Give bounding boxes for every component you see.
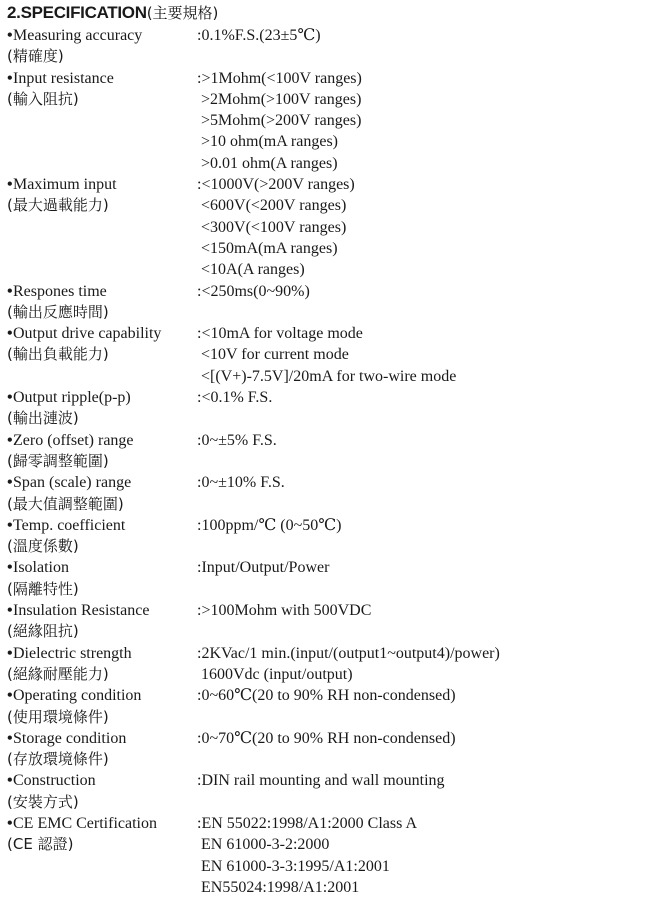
spec-row	[7, 557, 647, 600]
bullet-icon: •	[7, 27, 13, 44]
spec-label-column	[7, 174, 197, 280]
spec-label-text: Isolation	[13, 559, 69, 577]
spec-label	[7, 685, 197, 706]
spec-label-column	[7, 600, 197, 643]
spec-value: >2Mohm(>100V ranges)	[197, 90, 362, 108]
spec-label-text: Insulation Resistance	[13, 602, 150, 620]
spec-label-text: Measuring accuracy	[13, 27, 143, 44]
spec-label	[7, 323, 197, 344]
spec-value-column	[197, 174, 647, 280]
spec-value-column	[197, 68, 647, 174]
spec-value: <10V for current mode	[197, 346, 349, 364]
bullet-icon: •	[7, 559, 13, 577]
spec-label-column	[7, 515, 197, 558]
spec-value: :DIN rail mounting and wall mounting	[197, 772, 445, 790]
spec-value-column	[197, 25, 647, 68]
spec-label	[7, 472, 197, 493]
section-heading	[7, 2, 218, 24]
spec-label-text: Maximum input	[13, 176, 117, 194]
spec-value-column	[197, 557, 647, 600]
bullet-icon: •	[7, 325, 13, 343]
spec-label-zh: (溫度係數)	[7, 537, 79, 556]
spec-value: <10A(A ranges)	[197, 261, 305, 279]
spec-row	[7, 600, 647, 643]
spec-value-column	[197, 472, 647, 515]
spec-label	[7, 68, 197, 89]
spec-value: :>100Mohm with 500VDC	[197, 602, 372, 620]
bullet-icon: •	[7, 69, 13, 87]
spec-row	[7, 728, 647, 771]
spec-label	[7, 430, 197, 451]
spec-label-zh: (存放環境條件)	[7, 750, 109, 769]
spec-value: :0~±5% F.S.	[197, 431, 277, 449]
spec-label-zh: (絕緣阻抗)	[7, 622, 79, 641]
spec-value: :100ppm/℃ (0~50℃)	[197, 516, 342, 534]
spec-label-text: Span (scale) range	[13, 474, 132, 492]
spec-value: :2KVac/1 min.(input/(output1~output4)/power)	[197, 644, 500, 662]
spec-label-text: Construction	[13, 772, 96, 790]
spec-row	[7, 174, 647, 280]
spec-row	[7, 68, 647, 174]
spec-label-column	[7, 728, 197, 771]
spec-label-zh: (輸出漣波)	[7, 409, 79, 428]
spec-value: <300V(<100V ranges)	[197, 218, 347, 236]
spec-label-text: Input resistance	[13, 69, 114, 87]
spec-value: :0~70℃(20 to 90% RH non-condensed)	[197, 729, 456, 747]
spec-label-zh: (安裝方式)	[7, 792, 79, 811]
spec-label-text: Zero (offset) range	[13, 431, 134, 449]
spec-value: :0~±10% F.S.	[197, 474, 285, 492]
spec-row	[7, 323, 647, 387]
spec-value-column	[197, 281, 647, 324]
spec-label-zh: (最大值調整範圍)	[7, 494, 124, 513]
spec-row	[7, 685, 647, 728]
spec-value: EN55024:1998/A1:2001	[197, 878, 360, 896]
section-title: SPECIFICATION	[20, 3, 147, 22]
spec-label-zh: (精確度)	[7, 47, 64, 66]
spec-value: :<1000V(>200V ranges)	[197, 176, 355, 194]
spec-label-text: Storage condition	[13, 729, 127, 747]
spec-value: <150mA(mA ranges)	[197, 239, 338, 257]
spec-value: <600V(<200V ranges)	[197, 197, 347, 215]
spec-value-column	[197, 323, 647, 387]
spec-label-column	[7, 770, 197, 813]
bullet-icon: •	[7, 389, 13, 407]
spec-label-text: Respones time	[13, 282, 107, 300]
bullet-icon: •	[7, 282, 13, 300]
spec-label-zh: (歸零調整範圍)	[7, 451, 109, 470]
spec-label-zh: (輸入阻抗)	[7, 89, 79, 108]
spec-label	[7, 25, 197, 46]
spec-value-column	[197, 600, 647, 643]
spec-row	[7, 770, 647, 813]
section-title-zh: (主要規格)	[146, 4, 219, 22]
spec-value-column	[197, 728, 647, 771]
bullet-icon: •	[7, 474, 13, 492]
spec-label-text: Output ripple(p-p)	[13, 389, 131, 407]
spec-value-column	[197, 685, 647, 728]
bullet-icon: •	[7, 772, 13, 790]
spec-value-column	[197, 387, 647, 430]
spec-label	[7, 600, 197, 621]
spec-label-zh: (最大過載能力)	[7, 196, 109, 215]
spec-label	[7, 515, 197, 536]
spec-label-column	[7, 323, 197, 387]
spec-value: EN 61000-3-3:1995/A1:2001	[197, 857, 390, 875]
spec-label-column	[7, 813, 197, 898]
spec-label	[7, 770, 197, 791]
spec-value: <[(V+)-7.5V]/20mA for two-wire mode	[197, 367, 457, 385]
spec-label	[7, 643, 197, 664]
spec-value: :0.1%F.S.(23±5℃)	[197, 27, 321, 44]
spec-row	[7, 430, 647, 473]
bullet-icon: •	[7, 729, 13, 747]
spec-label-column	[7, 281, 197, 324]
spec-label-column	[7, 430, 197, 473]
spec-label-text: CE EMC Certification	[13, 814, 157, 832]
spec-label-text: Output drive capability	[13, 325, 162, 343]
spec-label-zh: (輸出反應時間)	[7, 302, 109, 321]
spec-row	[7, 387, 647, 430]
spec-value: :0~60℃(20 to 90% RH non-condensed)	[197, 687, 456, 705]
spec-label-column	[7, 685, 197, 728]
spec-label-column	[7, 25, 197, 68]
bullet-icon: •	[7, 431, 13, 449]
bullet-icon: •	[7, 516, 13, 534]
bullet-icon: •	[7, 687, 13, 705]
spec-label-text: Operating condition	[13, 687, 142, 705]
section-number: 2.	[7, 3, 21, 22]
spec-label-zh: (使用環境條件)	[7, 707, 109, 726]
spec-value-column	[197, 770, 647, 813]
spec-row	[7, 813, 647, 898]
spec-value: :<250ms(0~90%)	[197, 282, 310, 300]
spec-row	[7, 472, 647, 515]
spec-label-column	[7, 643, 197, 686]
spec-value: :<0.1% F.S.	[197, 389, 273, 407]
spec-value-column	[197, 430, 647, 473]
spec-row	[7, 281, 647, 324]
bullet-icon: •	[7, 176, 13, 194]
spec-label	[7, 813, 197, 834]
bullet-icon: •	[7, 602, 13, 620]
spec-label-column	[7, 387, 197, 430]
spec-label-zh: (隔離特性)	[7, 579, 79, 598]
spec-label-zh: (輸出負載能力)	[7, 345, 109, 364]
bullet-icon: •	[7, 814, 13, 832]
spec-row	[7, 643, 647, 686]
bullet-icon: •	[7, 644, 13, 662]
spec-value: >5Mohm(>200V ranges)	[197, 112, 362, 130]
spec-label-column	[7, 472, 197, 515]
spec-label	[7, 281, 197, 302]
spec-value-column	[197, 813, 647, 898]
spec-value: EN 61000-3-2:2000	[197, 836, 330, 854]
spec-value-column	[197, 643, 647, 686]
spec-label	[7, 557, 197, 578]
spec-label-text: Temp. coefficient	[13, 516, 126, 534]
spec-row	[7, 515, 647, 558]
spec-value-column	[197, 515, 647, 558]
spec-value: :<10mA for voltage mode	[197, 325, 363, 343]
spec-value: >10 ohm(mA ranges)	[197, 133, 338, 151]
specification-list	[7, 25, 647, 898]
spec-label	[7, 728, 197, 749]
spec-label	[7, 174, 197, 195]
spec-label	[7, 387, 197, 408]
spec-label-zh: (CE 認證)	[7, 835, 74, 854]
spec-value: >0.01 ohm(A ranges)	[197, 154, 338, 172]
spec-label-column	[7, 68, 197, 174]
spec-label-column	[7, 557, 197, 600]
spec-label-text: Dielectric strength	[13, 644, 132, 662]
spec-row	[7, 25, 647, 68]
spec-label-zh: (絕緣耐壓能力)	[7, 664, 109, 683]
spec-value: :EN 55022:1998/A1:2000 Class A	[197, 814, 418, 832]
spec-value: :>1Mohm(<100V ranges)	[197, 69, 362, 87]
spec-value: :Input/Output/Power	[197, 559, 330, 577]
spec-value: 1600Vdc (input/output)	[197, 665, 353, 683]
